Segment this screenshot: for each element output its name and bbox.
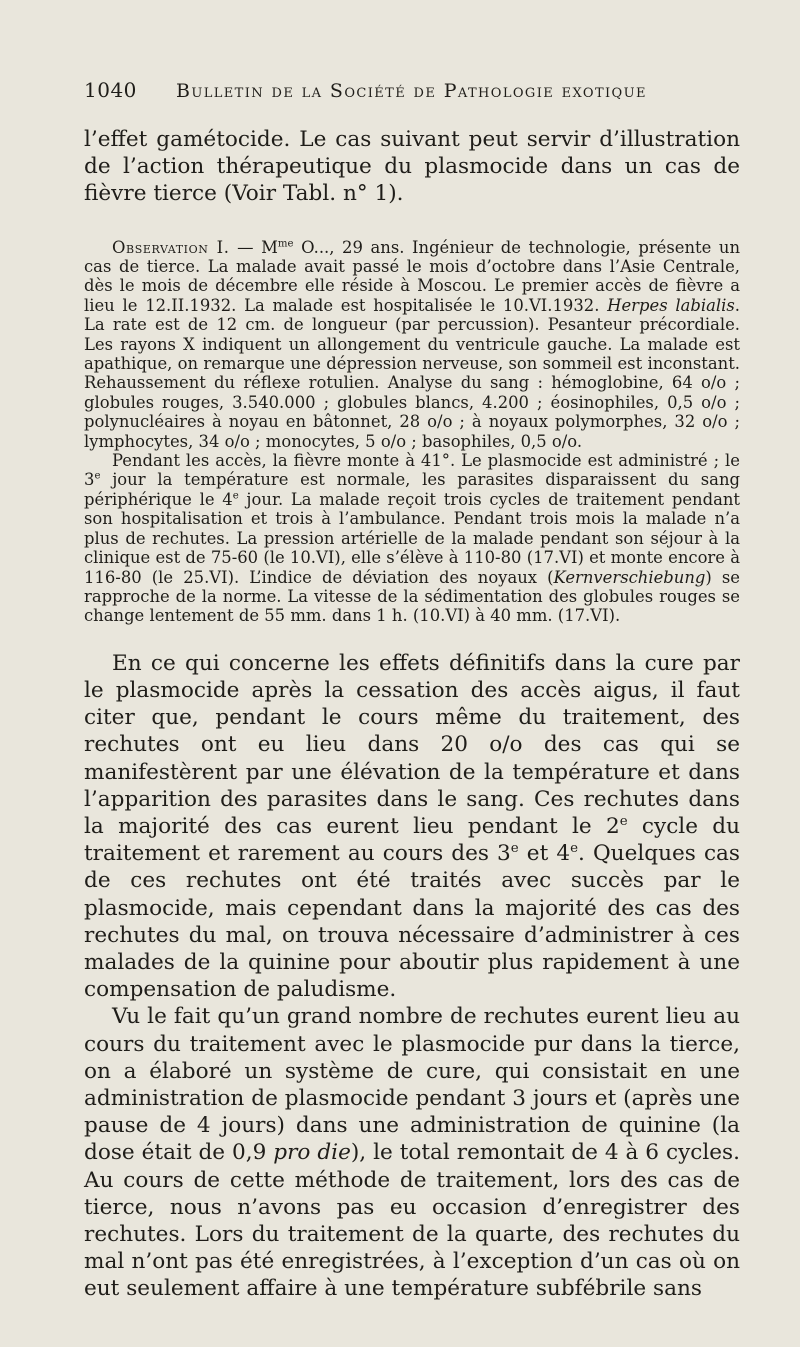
observation-paragraph-1: Observation I. — $M^{me}$ O..., 29 ans. Ingénieur de technologie, présente un cas de tierce. La malade avait passé le mois d’octobre dans l’Asie Centrale, dès le mois de décembre elle réside à Moscou. Le premier accès de fièvre a lieu le 12.II.1932. La malade est hospitalisée le 10.VI.1932. Herpes labialis. La rate est de 12 cm. de longueur (par percussion). Pesanteur précordiale. Les rayons X indiquent un allongement du ventricule gauche. La malade est apathique, on remarque une dépression nerveuse, son sommeil est inconstant. Rehaussement du réflexe rotulien. Analyse du sang : hémoglobine, 64 o/o ; globules rouges, 3.540.000 ; globules blancs, 4.200 ; éosinophiles, 0,5 o/o ; polynucléaires à noyau en bâtonnet, 28 o/o ; à noyaux polymorphes, 32 o/o ; lymphocytes, 34 o/o ; monocytes, 5 o/o ; basophiles, 0,5 o/o. (84, 237, 741, 451)
observation-label: Observation I. (112, 237, 230, 257)
kernverschiebung: Kernverschiebung (553, 567, 706, 587)
intro-paragraph: l’effet gamétocide. Le cas suivant peut servir d’illustration de l’action thérapeutique du plasmocide dans un cas de fièvre tierce (Voir Tabl. n° 1). (84, 127, 740, 207)
observation-paragraph-2: Pendant les accès, la fièvre monte à 41°. Le plasmocide est administré ; le 3e jour la température est normale, les parasites disparaissent du sang périphérique le 4e jour. La malade reçoit trois cycles de traitement pendant son hospitalisation et trois à l’ambulance. Pendant trois mois la malade n’a plus de rechutes. La pression artérielle de la malade pendant son séjour à la clinique est de 75-60 (le 10.VI), elle s’élève à 110-80 (17.VI) et monte encore à 116-80 (le 25.VI). L’indice de déviation des noyaux (Kernverschiebung) se rapproche de la norme. La vitesse de la sédimentation des globules rouges se change lentement de 55 mm. dans 1 h. (10.VI) à 40 mm. (17.VI). (84, 451, 741, 626)
page-number: 1040 (84, 78, 137, 102)
herpes-labialis: Herpes labialis (607, 295, 735, 315)
main-paragraph-2: Vu le fait qu’un grand nombre de rechutes eurent lieu au cours du traitement avec le plasmocide pur dans la tierce, on a élaboré un système de cure, qui consistait en une administration de plasmocide pendant 3 jours et (après une pause de 4 jours) dans une administration de quinine (la dose était de 0,9 pro die), le total remontait de 4 à 6 cycles. Au cours de cette méthode de traitement, lors des cas de tierce, nous n’avons pas eu occasion d’enregistrer des rechutes. Lors du traitement de la quarte, des rechutes du mal n’ont pas été enregistrées, à l’exception d’un cas où on eut seulement affaire à une température subfébrile sans (84, 1004, 740, 1302)
main-paragraph-1: En ce qui concerne les effets définitifs dans la cure par le plasmocide après la cessation des accès aigus, il faut citer que, pendant le cours même du traitement, des rechutes ont eu lieu dans 20 o/o des cas qui se manifestèrent par une élévation de la température et dans l’apparition des parasites dans le sang. Ces rechutes dans la majorité des cas eurent lieu pendant le 2e cycle du traitement et rarement au cours des 3e et 4e. Quelques cas de ces rechutes ont été traités avec succès par le plasmocide, mais cependant dans la majorité des cas des rechutes du mal, on trouva nécessaire d’administrer à ces malades de la quinine pour aboutir plus rapidement à une compensation de paludisme. (84, 650, 740, 1003)
running-header (84, 78, 740, 102)
observation-block (84, 238, 740, 626)
pro-die: pro die (273, 1140, 351, 1166)
running-title: Bulletin de la Société de Pathologie exotique (176, 80, 647, 102)
